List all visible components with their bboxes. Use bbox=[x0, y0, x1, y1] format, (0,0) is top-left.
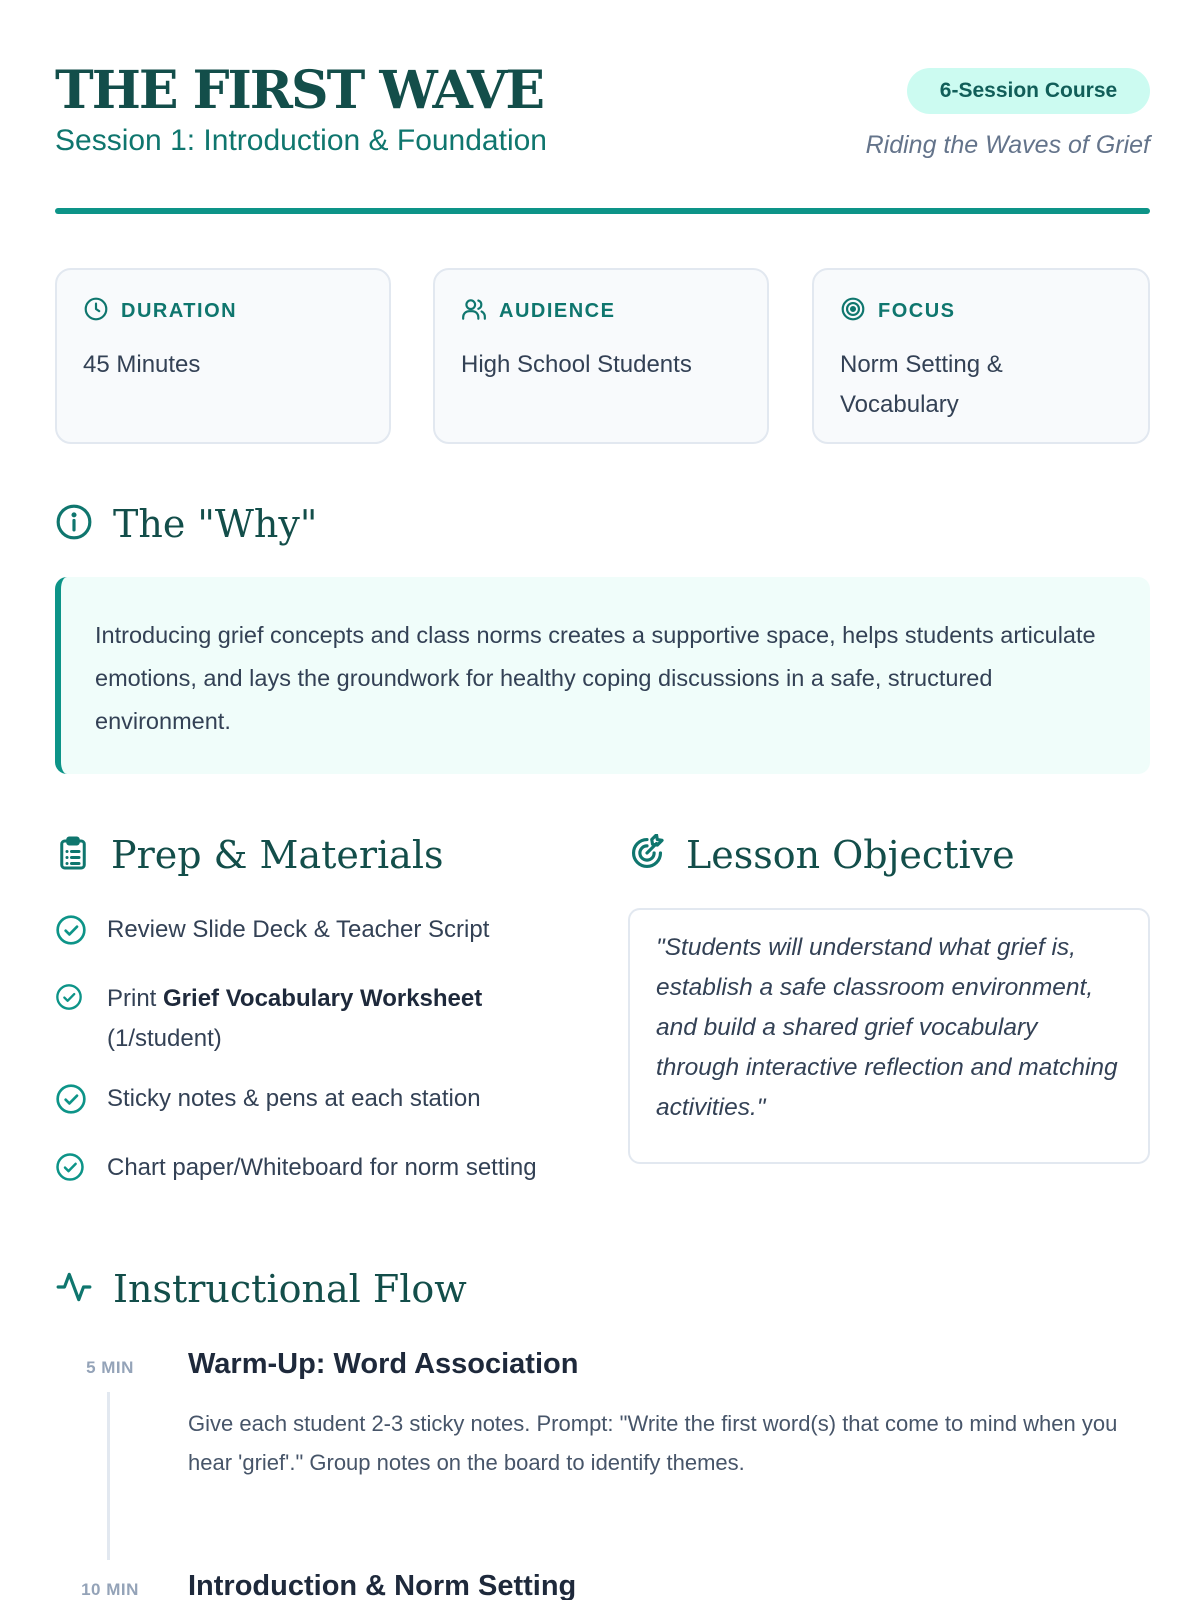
pulse-icon bbox=[55, 1268, 93, 1311]
worksheet-name: Grief Vocabulary Worksheet bbox=[163, 985, 483, 1012]
objective-heading bbox=[628, 833, 1015, 877]
duration-card bbox=[55, 268, 391, 444]
objective-quote: "Students will understand what grief is, establish a safe classroom environment, and build a shared grief vocabulary through interactive reflection and matching activities." bbox=[628, 908, 1150, 1164]
duration-value: 45 Minutes bbox=[83, 351, 201, 378]
list-item bbox=[55, 1148, 555, 1195]
page-header bbox=[55, 58, 1150, 168]
list-item bbox=[55, 1079, 555, 1128]
audience-value: High School Students bbox=[461, 351, 692, 378]
header-divider bbox=[55, 208, 1150, 214]
check-circle-icon bbox=[55, 1079, 89, 1128]
list-item bbox=[55, 910, 555, 959]
prep-item-text: Sticky notes & pens at each station bbox=[107, 1085, 481, 1112]
clock-icon bbox=[83, 296, 109, 327]
flow-step bbox=[55, 1570, 1150, 1600]
audience-card bbox=[433, 268, 769, 444]
info-icon bbox=[55, 503, 93, 546]
check-circle-icon bbox=[55, 1148, 89, 1195]
target-icon bbox=[840, 296, 866, 327]
target-arrow-icon bbox=[628, 834, 666, 877]
step-title: Introduction & Norm Setting bbox=[188, 1570, 577, 1600]
clipboard-icon bbox=[55, 834, 91, 877]
prep-item-text: Print Grief Vocabulary Worksheet (1/student) bbox=[107, 985, 483, 1052]
course-tagline: Riding the Waves of Grief bbox=[865, 131, 1150, 159]
timeline-connector bbox=[107, 1392, 110, 1560]
prep-heading bbox=[55, 833, 443, 877]
step-duration: 5 MIN bbox=[86, 1358, 134, 1377]
audience-label: AUDIENCE bbox=[499, 300, 616, 322]
focus-value: Norm Setting & Vocabulary bbox=[840, 351, 1003, 418]
prep-title: Prep & Materials bbox=[111, 833, 444, 877]
page-title: THE FIRST WAVE bbox=[55, 60, 543, 121]
step-duration: 10 MIN bbox=[81, 1580, 139, 1599]
course-badge: 6-Session Course bbox=[907, 68, 1150, 114]
flow-heading bbox=[55, 1267, 467, 1311]
users-icon bbox=[461, 296, 487, 327]
duration-label: DURATION bbox=[121, 300, 238, 322]
list-item bbox=[55, 979, 555, 1059]
prep-item-text: Chart paper/Whiteboard for norm setting bbox=[107, 1154, 537, 1181]
objective-title: Lesson Objective bbox=[686, 833, 1015, 877]
instructional-flow bbox=[55, 1348, 1150, 1600]
focus-card bbox=[812, 268, 1150, 444]
why-callout: Introducing grief concepts and class norms creates a supportive space, helps students articulate emotions, and lays the groundwork for healthy coping discussions in a safe, structured environment. bbox=[55, 577, 1150, 774]
flow-step bbox=[55, 1348, 1150, 1570]
check-circle-icon bbox=[55, 910, 89, 959]
step-title: Warm-Up: Word Association bbox=[188, 1348, 579, 1380]
check-circle-icon bbox=[55, 979, 89, 1059]
why-heading bbox=[55, 502, 317, 546]
focus-label: FOCUS bbox=[878, 300, 956, 322]
prep-item-text: Review Slide Deck & Teacher Script bbox=[107, 916, 490, 943]
session-subtitle: Session 1: Introduction & Foundation bbox=[55, 124, 547, 157]
step-description: Give each student 2-3 sticky notes. Prompt: "Write the first word(s) that come to mind when you hear 'grief'." Group notes on the board to identify themes. bbox=[188, 1411, 1118, 1475]
why-title: The "Why" bbox=[113, 502, 318, 546]
flow-title: Instructional Flow bbox=[113, 1267, 467, 1311]
prep-list bbox=[55, 910, 555, 1215]
